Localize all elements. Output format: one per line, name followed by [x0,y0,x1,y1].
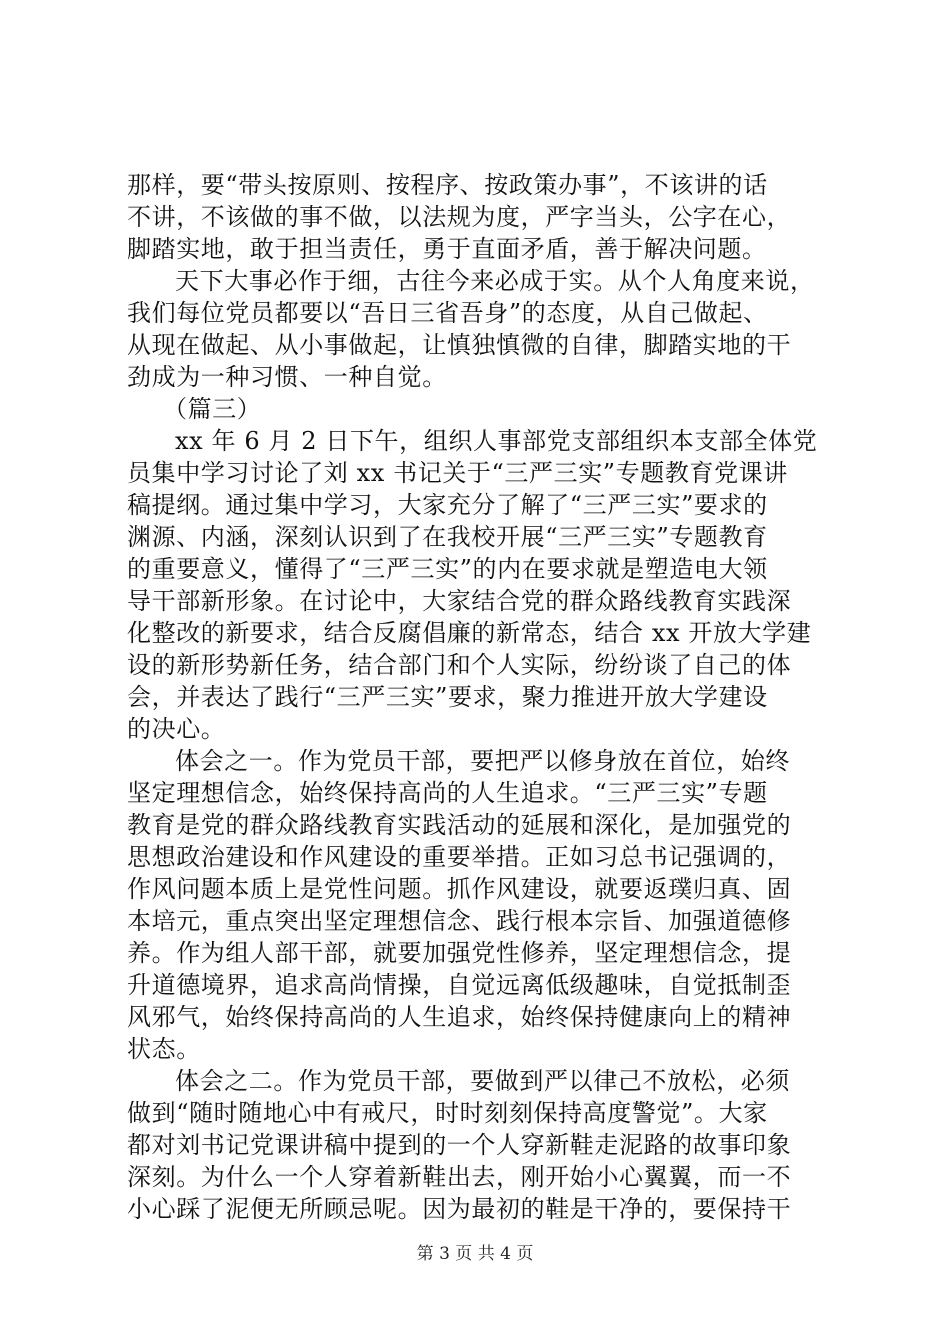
text-line: 都对刘书记党课讲稿中提到的一个人穿新鞋走泥路的故事印象 [127,1131,792,1159]
text-line: 稿提纲。通过集中学习，大家充分了解了“三严三实”要求的 [127,491,768,519]
text-line: 状态。 [127,1035,201,1063]
text-line: xx 年 6 月 2 日下午，组织人事部党支部组织本支部全体党 [175,427,818,455]
text-line: 会，并表达了践行“三严三实”要求，聚力推进开放大学建设 [127,683,768,711]
text-line: 坚定理想信念，始终保持高尚的人生追求。“三严三实”专题 [127,779,768,807]
text-line: 作风问题本质上是党性问题。抓作风建设，就要返璞归真、固 [127,875,792,903]
text-line: 小心踩了泥便无所顾忌呢。因为最初的鞋是干净的，要保持干 [127,1195,792,1223]
section-heading: （篇三） [163,395,262,423]
text-line: 的决心。 [127,715,226,743]
text-line: 深刻。为什么一个人穿着新鞋出去，刚开始小心翼翼，而一不 [127,1163,792,1191]
text-line: 设的新形势新任务，结合部门和个人实际，纷纷谈了自己的体 [127,651,792,679]
text-line: 从现在做起、从小事做起，让慎独慎微的自律，脚踏实地的干 [127,331,792,359]
text-line: 脚踏实地，敢于担当责任，勇于直面矛盾，善于解决问题。 [127,235,767,263]
text-line: 做到“随时随地心中有戒尺，时时刻刻保持高度警觉”。大家 [127,1099,768,1127]
text-line: 渊源、内涵，深刻认识到了在我校开展“三严三实”专题教育 [127,523,768,551]
text-line: 我们每位党员都要以“吾日三省吾身”的态度，从自己做起、 [127,299,768,327]
text-line: 教育是党的群众路线教育实践活动的延展和深化，是加强党的 [127,811,792,839]
text-line: 员集中学习讨论了刘 xx 书记关于“三严三实”专题教育党课讲 [127,459,788,487]
text-line: 体会之二。作为党员干部，要做到严以律己不放松，必须 [175,1067,790,1095]
document-body [127,169,827,1225]
text-line: 风邪气，始终保持高尚的人生追求，始终保持健康向上的精神 [127,1003,792,1031]
text-line: 劲成为一种习惯、一种自觉。 [127,363,447,391]
text-line: 思想政治建设和作风建设的重要举措。正如习总书记强调的， [127,843,792,871]
text-line: 升道德境界，追求高尚情操，自觉远离低级趣味，自觉抵制歪 [127,971,792,999]
page-footer: 第 3 页 共 4 页 [416,1244,534,1264]
text-line: 养。作为组人部干部，就要加强党性修养，坚定理想信念，提 [127,939,792,967]
text-line: 体会之一。作为党员干部，要把严以修身放在首位，始终 [175,747,790,775]
text-line: 不讲，不该做的事不做，以法规为度，严字当头，公字在心， [127,203,792,231]
text-line: 导干部新形象。在讨论中，大家结合党的群众路线教育实践深 [127,587,792,615]
text-line: 的重要意义，懂得了“三严三实”的内在要求就是塑造电大领 [127,555,768,583]
text-line: 本培元，重点突出坚定理想信念、践行根本宗旨、加强道德修 [127,907,792,935]
text-line: 化整改的新要求，结合反腐倡廉的新常态，结合 xx 开放大学建 [127,619,812,647]
text-line: 那样，要“带头按原则、按程序、按政策办事”，不该讲的话 [127,171,768,199]
text-line: 天下大事必作于细，古往今来必成于实。从个人角度来说， [175,267,815,295]
